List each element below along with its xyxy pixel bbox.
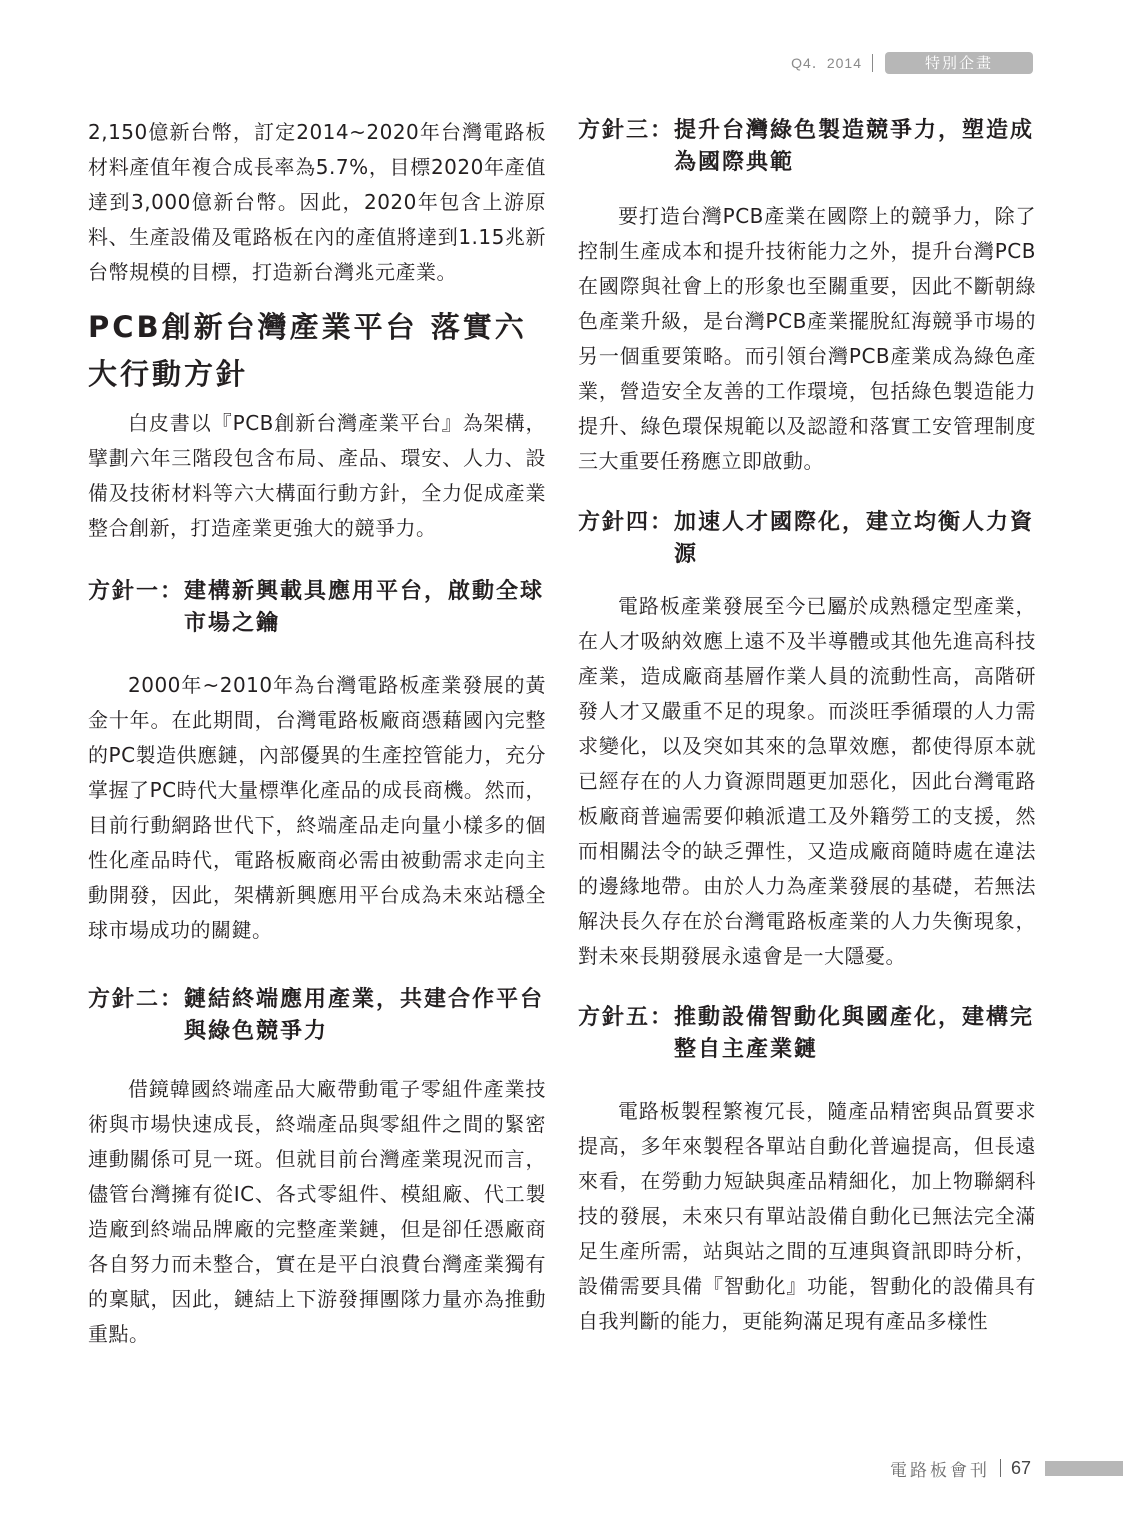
policy-5-title: 推動設備智動化與國產化，建構完整自主產業鏈 [674,1005,1035,1062]
policy-1-label: 方針一： [88,579,185,604]
policy-4-heading [578,507,1036,571]
policy-4-label: 方針四： [578,510,675,535]
policy-2-heading [88,984,546,1048]
body-paragraph: 電路板產業發展至今已屬於成熟穩定型產業，在人才吸納效應上遠不及半導體或其他先進高科技產業，造成廠商基層作業人員的流動性高，高階研發人才又嚴重不足的現象。而淡旺季循環的人力需求變化，以及突如其來的急單效應，都使得原本就已經存在的人力資源問題更加惡化，因此台灣電路板廠商普遍需要仰賴派遣工及外籍勞工的支援，然而相關法令的缺乏彈性，又造成廠商隨時處在違法的邊緣地帶。由於人力為產業發展的基礎，若無法解決長久存在於台灣電路板產業的人力失衡現象，對未來長期發展永遠會是一大隱憂。 [578,594,1036,968]
policy-5-label: 方針五： [578,1005,675,1030]
issue-label: Q4．2014 [791,55,862,71]
right-column [578,115,1036,1339]
left-column [88,115,546,1352]
policy-5-heading [578,1002,1036,1066]
policy-1-heading [88,576,546,640]
page-footer [890,1457,1123,1479]
policy-3-heading [578,115,1036,179]
page-header [791,52,1033,74]
policy-3-label: 方針三： [578,118,675,143]
body-paragraph: 白皮書以『PCB創新台灣產業平台』為架構，擘劃六年三階段包含布局、產品、環安、人力、設備及技術材料等六大構面行動方針，全力促成產業整合創新，打造產業更強大的競爭力。 [88,411,546,540]
policy-1-title: 建構新興載具應用平台，啟動全球市場之鑰 [184,579,545,636]
page-number: 67 [1010,1457,1031,1478]
section-heading: PCB創新台灣產業平台 落實六大行動方針 [88,310,527,391]
body-paragraph: 2000年~2010年為台灣電路板產業發展的黃金十年。在此期間，台灣電路板廠商憑藉國內完整的PC製造供應鏈，內部優異的生產控管能力，充分掌握了PC時代大量標準化產品的成長商機。然而，目前行動網路世代下，終端產品走向量小樣多的個性化產品時代，電路板廠商必需由被動需求走向主動開發，因此，架構新興應用平台成為未來站穩全球市場成功的關鍵。 [88,673,546,942]
body-paragraph: 借鏡韓國終端產品大廠帶動電子零組件產業技術與市場快速成長，終端產品與零組件之間的緊密連動關係可見一斑。但就目前台灣產業現況而言，儘管台灣擁有從IC、各式零組件、模組廠、代工製造廠到終端品牌廠的完整產業鏈，但是卻任憑廠商各自努力而未整合，實在是平白浪費台灣產業獨有的稟賦，因此，鏈結上下游發揮團隊力量亦為推動重點。 [88,1077,546,1346]
magazine-title: 電路板會刊 [889,1460,990,1481]
policy-3-title: 提升台灣綠色製造競爭力，塑造成為國際典範 [674,118,1035,175]
body-paragraph: 電路板製程繁複冗長，隨產品精密與品質要求提高，多年來製程各單站自動化普遍提高，但長遠來看，在勞動力短缺與產品精細化，加上物聯網科技的發展，未來只有單站設備自動化已無法完全滿足生產所需，站與站之間的互連與資訊即時分析，設備需要具備『智動化』功能，智動化的設備具有自我判斷的能力，更能夠滿足現有產品多樣性 [578,1099,1036,1333]
policy-2-label: 方針二： [88,987,185,1012]
intro-paragraph: 2,150億新台幣，訂定2014~2020年台灣電路板材料產值年複合成長率為5.7%，目標2020年產值達到3,000億新台幣。因此，2020年包含上游原料、生產設備及電路板在內的產值將達到1.15兆新台幣規模的目標，打造新台灣兆元產業。 [88,120,546,284]
policy-2-title: 鏈結終端應用產業，共建合作平台與綠色競爭力 [184,987,545,1044]
footer-divider [1000,1459,1001,1477]
body-paragraph: 要打造台灣PCB產業在國際上的競爭力，除了控制生產成本和提升技術能力之外，提升台灣PCB在國際與社會上的形象也至關重要，因此不斷朝綠色產業升級，是台灣PCB產業擺脫紅海競爭市場的另一個重要策略。而引領台灣PCB產業成為綠色產業，營造安全友善的工作環境，包括綠色製造能力提升、綠色環保規範以及認證和落實工安管理制度三大重要任務應立即啟動。 [578,204,1036,473]
policy-4-title: 加速人才國際化，建立均衡人力資源 [674,510,1035,567]
footer-bar [1045,1461,1123,1476]
header-divider [872,54,873,72]
section-badge: 特別企畫 [885,52,1033,74]
